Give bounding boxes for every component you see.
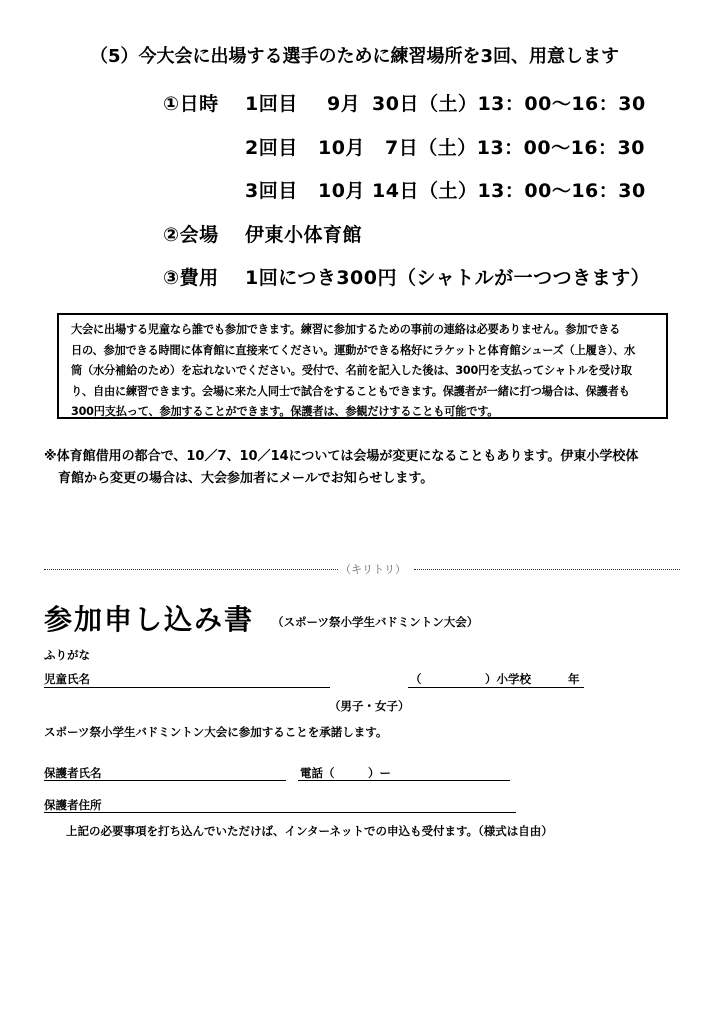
info-line: 300円支払って、参加することができます。保護者は、参観だけすることも可能です。 [71, 405, 499, 419]
fee-value: 1回につき300円（シャトルが一つつきます） [245, 267, 651, 289]
info-line: 筒（水分補給のため）を忘れないでください。受付で、名前を記入した後は、300円を支払ってシャトルを受け取 [71, 364, 632, 378]
schedule-row-2-num: 2回目 [245, 137, 298, 159]
school-field[interactable] [408, 687, 584, 688]
phone-close-paren: ）ー [368, 766, 391, 780]
guardian-address-label: 保護者住所 [44, 798, 102, 812]
venue-value: 伊東小体育館 [245, 224, 363, 246]
schedule-label: ①日時 [163, 93, 219, 115]
grade-label: 年 [568, 672, 580, 686]
venue-change-note-line-2: 育館から変更の場合は、大会参加者にメールでお知らせします。 [58, 471, 434, 486]
venue-label: ②会場 [163, 224, 219, 246]
info-line: 日の、参加できる時間に体育館に直接来てください。運動ができる格好にラケットと体育館シューズ（上履き）、水 [71, 343, 635, 357]
guardian-name-label: 保護者氏名 [44, 766, 102, 780]
school-open-paren: （ [410, 672, 422, 686]
gender-options: （男子・女子） [329, 699, 410, 713]
guardian-name-field[interactable] [44, 780, 286, 781]
phone-label: 電話（ [300, 766, 335, 780]
schedule-row-3-date: 14日（土）13：00〜16：30 [372, 180, 646, 202]
schedule-row-1-date: 30日（土）13：00〜16：30 [372, 93, 646, 115]
form-subtitle: （スポーツ祭小学生バドミントン大会） [272, 615, 479, 629]
schedule-row-1-month: 9月 [327, 93, 361, 115]
schedule-row-3-month: 10月 [318, 180, 365, 202]
schedule-row-3-num: 3回目 [245, 180, 298, 202]
venue-change-note-line-1: ※体育館借用の都合で、10／7、10／14については会場が変更になることもあります。伊東小学校体 [44, 449, 639, 464]
furigana-label: ふりがな [44, 648, 90, 662]
info-line: り、自由に練習できます。会場に来た人同士で試合をすることもできます。保護者が一緒に打つ場合は、保護者も [71, 384, 630, 398]
section-heading: （5）今大会に出場する選手のために練習場所を3回、用意します [90, 46, 620, 67]
cut-line-right [414, 569, 680, 570]
form-title: 参加申し込み書 [44, 603, 255, 636]
schedule-row-2-date: 7日（土）13：00〜16：30 [385, 137, 645, 159]
cut-line-left [44, 569, 338, 570]
phone-field[interactable] [298, 780, 510, 781]
info-line: 大会に出場する児童なら誰でも参加できます。練習に参加するための事前の連絡は必要ありません。参加できる [71, 323, 621, 336]
child-name-field[interactable] [44, 687, 330, 688]
schedule-row-1-num: 1回目 [245, 93, 298, 115]
fee-label: ③費用 [163, 267, 219, 289]
info-box [57, 313, 668, 419]
schedule-row-2-month: 10月 [318, 137, 365, 159]
online-application-note: 上記の必要事項を打ち込んでいただけば、インターネットでの申込も受付ます。（様式は自由） [66, 824, 553, 838]
school-label: ）小学校 [485, 672, 531, 686]
cut-label: （キリトリ） [340, 563, 406, 576]
guardian-address-field[interactable] [44, 812, 516, 813]
child-name-label: 児童氏名 [44, 672, 90, 686]
consent-text: スポーツ祭小学生バドミントン大会に参加することを承諾します。 [44, 725, 388, 739]
